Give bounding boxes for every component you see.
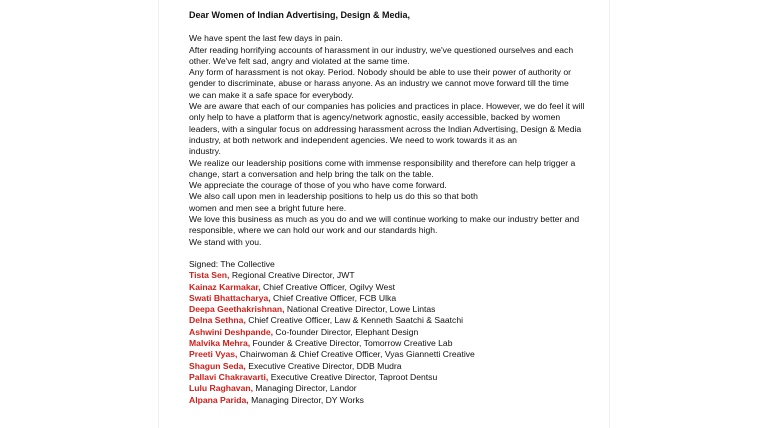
body-line: We also call upon men in leadership positions to help us do this so that both xyxy=(189,191,478,202)
signatory-name: Lulu Raghavan, xyxy=(189,383,253,394)
signatory-name: Malvika Mehra, xyxy=(189,338,251,349)
signatory-role: National Creative Director, Lowe Lintas xyxy=(284,304,436,315)
signatory-name: Tista Sen, xyxy=(189,270,230,281)
body-line: We realize our leadership positions come with immense responsibility and therefore can help trigger a xyxy=(189,157,576,168)
body-line: gender to discriminate, abuse or harass anyone. As an industry we cannot move forward till the time xyxy=(189,78,569,89)
body-line: industry. xyxy=(189,146,221,157)
signatory-row xyxy=(189,304,609,315)
body-line: After reading horrifying accounts of harassment in our industry, we've questioned ourselves and each xyxy=(189,44,574,55)
signatory-row xyxy=(189,327,609,338)
signatory-row xyxy=(189,383,609,394)
signatory-name: Preeti Vyas, xyxy=(189,349,238,360)
body-line: women and men see a bright future here. xyxy=(189,202,347,213)
body-line: industry, at both network and independent agencies. We need to work towards it as an xyxy=(189,134,517,145)
signatory-role: Managing Director, DY Works xyxy=(248,394,364,405)
open-letter xyxy=(189,8,609,406)
signatory-name: Delna Sethna, xyxy=(189,315,246,326)
signatory-role: Chief Creative Officer, Ogilvy West xyxy=(260,281,396,292)
signatory-role: Chief Creative Officer, FCB Ulka xyxy=(270,292,397,303)
body-line: other. We've felt sad, angry and violated at the same time. xyxy=(189,55,410,66)
signatory-row xyxy=(189,293,609,304)
signatory-row xyxy=(189,270,609,281)
body-line: We are aware that each of our companies has policies and practices in place. However, we do feel it will xyxy=(189,101,585,112)
signatory-name: Swati Bhattacharya, xyxy=(189,292,271,303)
signatory-role: Founder & Creative Director, Tomorrow Creative Lab xyxy=(250,338,453,349)
signature-block xyxy=(189,259,609,406)
signed-label: Signed: The Collective xyxy=(189,258,275,269)
signatory-name: Alpana Parida, xyxy=(189,394,249,405)
body-line: responsible, where we can hold our work and our standards high. xyxy=(189,225,438,236)
signatory-row xyxy=(189,372,609,383)
signatory-name: Deepa Geethakrishnan, xyxy=(189,304,285,315)
signatory-role: Chief Creative Officer, Law & Kenneth Saatchi & Saatchi xyxy=(245,315,464,326)
body-line: only help to have a platform that is agency/network agnostic, easily accessible, backed by women xyxy=(189,112,561,123)
signatory-row xyxy=(189,338,609,349)
signatory-row xyxy=(189,315,609,326)
body-line: Any form of harassment is not okay. Period. Nobody should be able to use their power of authority or xyxy=(189,67,571,78)
signatory-row xyxy=(189,349,609,360)
signatory-role: Co-founder Director, Elephant Design xyxy=(273,326,419,337)
signatory-role: Regional Creative Director, JWT xyxy=(229,270,355,281)
body-line: leaders, with a singular focus on addressing harassment across the Indian Advertising, Design & Media xyxy=(189,123,582,134)
signatory-row xyxy=(189,361,609,372)
signatory-name: Shagun Seda, xyxy=(189,360,246,371)
body-line: We stand with you. xyxy=(189,236,262,247)
signatory-row xyxy=(189,282,609,293)
signatory-role: Executive Creative Director, DDB Mudra xyxy=(245,360,402,371)
body-line: We appreciate the courage of those of you who have come forward. xyxy=(189,180,447,191)
spacer xyxy=(189,248,609,259)
letter-salutation: Dear Women of Indian Advertising, Design & Media, xyxy=(189,10,411,20)
signatory-name: Pallavi Chakravarti, xyxy=(189,371,269,382)
signatory-role: Chairwoman & Chief Creative Officer, Vyas Giannetti Creative xyxy=(237,349,475,360)
signatory-name: Kainaz Karmakar, xyxy=(189,281,261,292)
body-line: We have spent the last few days in pain. xyxy=(189,33,343,44)
signatory-row xyxy=(189,395,609,406)
signatory-name: Ashwini Deshpande, xyxy=(189,326,274,337)
body-line: We love this business as much as you do and we will continue working to make our industry better and xyxy=(189,214,580,225)
signatory-role: Managing Director, Landor xyxy=(252,383,357,394)
letter-body xyxy=(189,33,609,248)
signatory-role: Executive Creative Director, Taproot Dentsu xyxy=(268,371,438,382)
body-line: change, start a conversation and help bring the talk on the table. xyxy=(189,168,434,179)
body-line: we can make it a safe space for everybody. xyxy=(189,89,354,100)
